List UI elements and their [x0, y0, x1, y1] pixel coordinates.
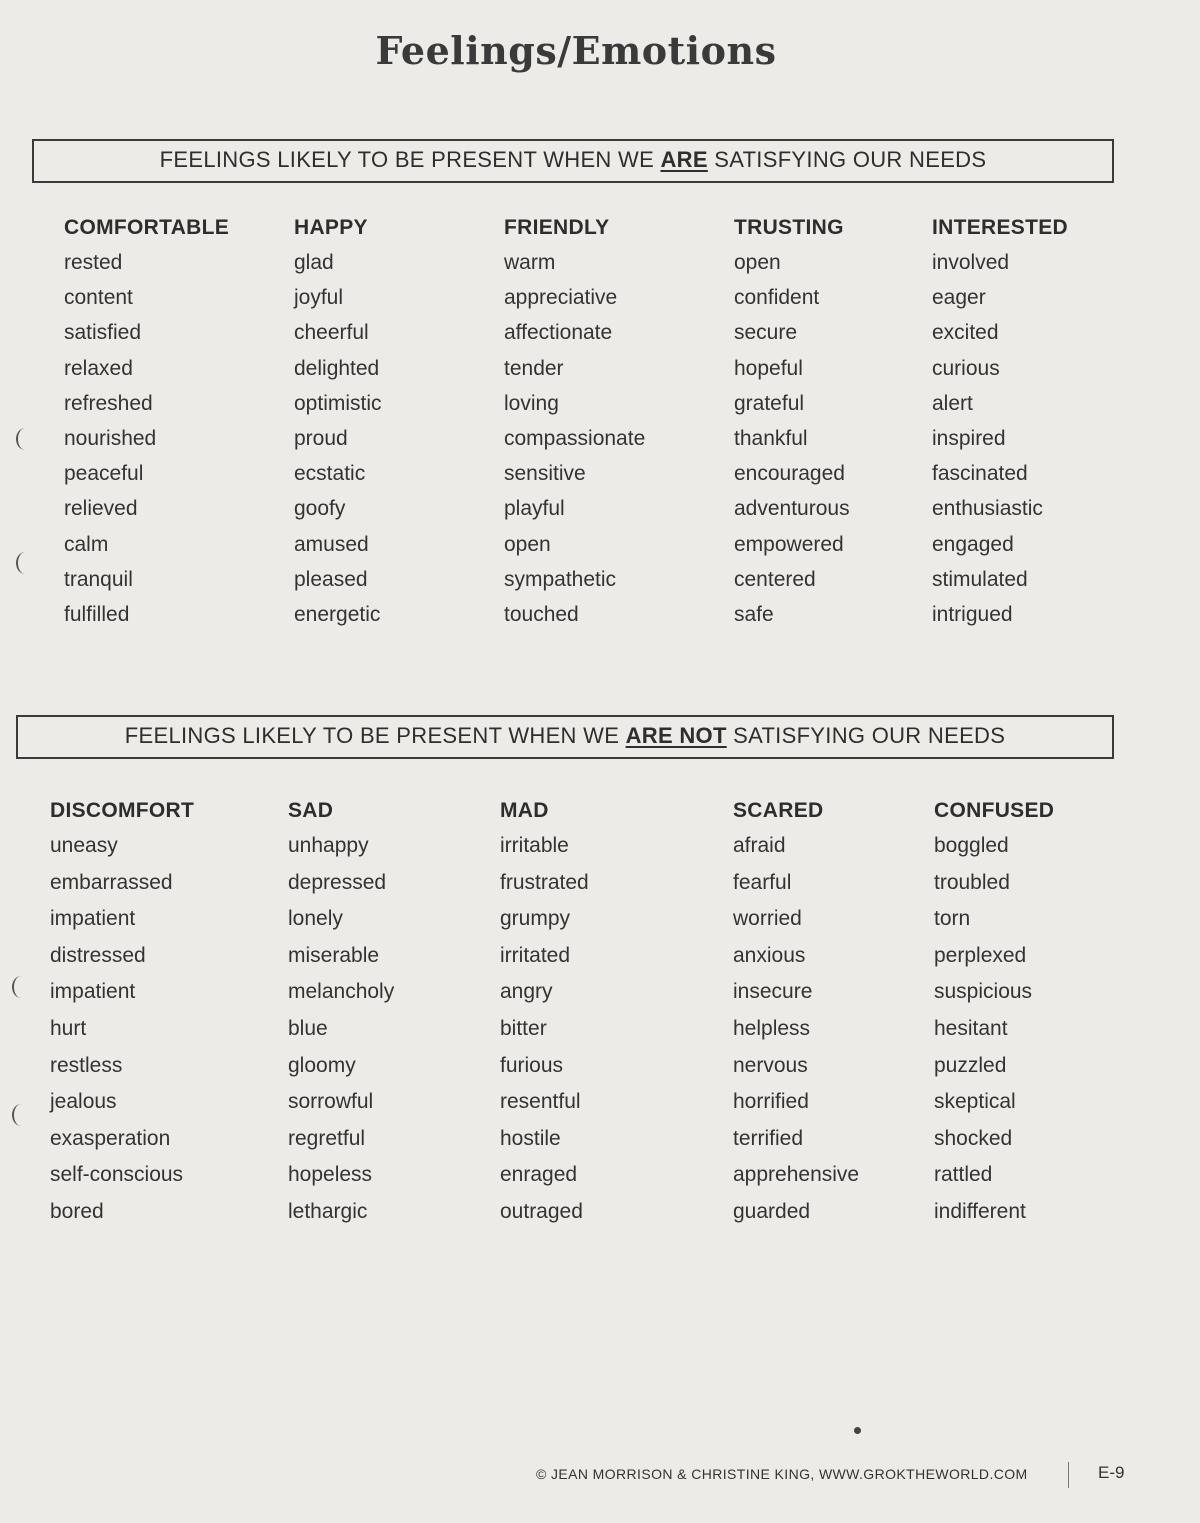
feeling-word: puzzled: [934, 1053, 1007, 1077]
feeling-word: loving: [504, 391, 559, 415]
feeling-word: lonely: [288, 907, 343, 931]
feeling-word: content: [64, 286, 133, 310]
feeling-word: irritated: [500, 943, 571, 967]
feeling-word: rested: [64, 251, 123, 274]
feeling-word: involved: [932, 251, 1010, 274]
pencil-mark: [12, 976, 30, 998]
column-heading: SCARED: [733, 799, 824, 822]
feeling-column: [500, 794, 720, 1231]
feeling-word: melancholy: [288, 980, 395, 1004]
feeling-word: delighted: [294, 356, 380, 380]
feeling-word: centered: [734, 567, 816, 591]
feeling-word: refreshed: [64, 391, 153, 415]
feeling-column: [504, 211, 724, 632]
pencil-mark: [16, 552, 34, 574]
feeling-word: perplexed: [934, 943, 1027, 967]
column-heading: HAPPY: [294, 216, 368, 239]
feeling-word: open: [734, 251, 781, 274]
feeling-word: glad: [294, 251, 334, 274]
feeling-word: playful: [504, 497, 565, 521]
feeling-word: hesitant: [934, 1016, 1008, 1040]
feeling-word: thankful: [734, 427, 808, 451]
footer-credit: © JEAN MORRISON & CHRISTINE KING, WWW.GROKTHEWORLD.COM: [536, 1466, 1028, 1482]
feeling-word: ecstatic: [294, 462, 366, 486]
feeling-word: lethargic: [288, 1199, 368, 1223]
footer-divider: [1068, 1462, 1069, 1488]
feeling-word: fulfilled: [64, 603, 130, 627]
feeling-word: warm: [504, 251, 556, 274]
banner-text-before: FEELINGS LIKELY TO BE PRESENT WHEN WE: [159, 147, 661, 172]
page-title: Feelings/Emotions: [375, 28, 777, 73]
feeling-word: irritable: [500, 834, 569, 857]
feeling-word: tranquil: [64, 567, 133, 591]
feeling-word: impatient: [50, 980, 136, 1004]
feeling-word: horrified: [733, 1090, 809, 1114]
feeling-word: guarded: [733, 1199, 811, 1223]
feeling-word: encouraged: [734, 462, 845, 486]
feeling-word: open: [504, 532, 551, 556]
feeling-word: depressed: [288, 870, 387, 894]
feeling-word: relieved: [64, 497, 138, 521]
feeling-word: calm: [64, 532, 109, 556]
feeling-word: indifferent: [934, 1199, 1026, 1223]
feeling-word: terrified: [733, 1126, 804, 1150]
feeling-word: afraid: [733, 834, 786, 857]
feeling-column: [733, 794, 953, 1231]
banner-text-after: SATISFYING OUR NEEDS: [726, 723, 1006, 748]
feeling-column: [932, 211, 1152, 632]
feeling-word: shocked: [934, 1126, 1013, 1150]
column-heading: TRUSTING: [734, 216, 844, 239]
feeling-word: tender: [504, 356, 564, 380]
feeling-word: insecure: [733, 980, 813, 1004]
feeling-word: furious: [500, 1053, 564, 1077]
feeling-word: secure: [734, 321, 798, 345]
feeling-word: torn: [934, 907, 971, 931]
feeling-word: troubled: [934, 870, 1010, 894]
feeling-word: fascinated: [932, 462, 1028, 486]
feeling-word: anxious: [733, 943, 806, 967]
column-heading: INTERESTED: [932, 216, 1069, 239]
feeling-word: curious: [932, 356, 1000, 380]
feeling-word: nervous: [733, 1053, 808, 1077]
page-number: E-9: [1098, 1463, 1125, 1482]
feeling-word: cheerful: [294, 321, 369, 345]
feeling-word: proud: [294, 427, 348, 451]
feeling-word: apprehensive: [733, 1163, 860, 1187]
feeling-word: joyful: [294, 286, 344, 310]
feeling-word: fearful: [733, 870, 792, 894]
feeling-word: affectionate: [504, 321, 613, 345]
column-heading: COMFORTABLE: [64, 216, 230, 239]
feeling-word: alert: [932, 391, 973, 415]
feeling-word: optimistic: [294, 391, 382, 415]
feeling-word: skeptical: [934, 1090, 1016, 1114]
feeling-word: sorrowful: [288, 1090, 374, 1114]
feeling-word: distressed: [50, 943, 146, 967]
feeling-word: nourished: [64, 427, 157, 451]
column-heading: MAD: [500, 799, 549, 822]
feeling-word: empowered: [734, 532, 844, 556]
column-heading: CONFUSED: [934, 799, 1055, 822]
feeling-word: peaceful: [64, 462, 144, 486]
feeling-word: relaxed: [64, 356, 133, 380]
feeling-word: blue: [288, 1016, 328, 1040]
banner-text-after: SATISFYING OUR NEEDS: [707, 147, 987, 172]
feeling-word: boggled: [934, 834, 1009, 857]
feeling-column: [934, 794, 1154, 1231]
feeling-word: exasperation: [50, 1126, 171, 1150]
satisfied-needs-banner: [32, 139, 1114, 183]
feeling-word: helpless: [733, 1016, 811, 1040]
pencil-mark: [12, 1104, 30, 1126]
feeling-word: sensitive: [504, 462, 586, 486]
feeling-word: inspired: [932, 427, 1006, 451]
feeling-word: amused: [294, 532, 369, 556]
feeling-column: [64, 211, 284, 632]
banner-text-before: FEELINGS LIKELY TO BE PRESENT WHEN WE: [124, 723, 626, 748]
feeling-word: angry: [500, 980, 553, 1004]
feeling-word: unhappy: [288, 834, 369, 857]
feeling-word: satisfied: [64, 321, 142, 345]
feeling-word: resentful: [500, 1090, 581, 1114]
feeling-word: frustrated: [500, 870, 589, 894]
feeling-column: [288, 794, 508, 1231]
feeling-word: goofy: [294, 497, 346, 521]
feeling-word: eager: [932, 286, 986, 310]
feeling-word: miserable: [288, 943, 380, 967]
feeling-word: bitter: [500, 1016, 547, 1040]
feeling-word: pleased: [294, 567, 368, 591]
feeling-word: worried: [733, 907, 802, 931]
feeling-word: rattled: [934, 1163, 993, 1187]
column-heading: FRIENDLY: [504, 216, 610, 239]
feeling-word: outraged: [500, 1199, 583, 1223]
feeling-word: safe: [734, 603, 774, 627]
feeling-word: appreciative: [504, 286, 618, 310]
feeling-word: grumpy: [500, 907, 571, 931]
feeling-word: intrigued: [932, 603, 1013, 627]
feeling-word: adventurous: [734, 497, 850, 521]
feeling-column: [734, 211, 954, 632]
unsatisfied-needs-banner: [16, 715, 1114, 759]
feeling-word: sympathetic: [504, 567, 617, 591]
banner-emphasis: ARE: [660, 147, 708, 172]
column-heading: SAD: [288, 799, 334, 822]
column-heading: DISCOMFORT: [50, 799, 195, 822]
feeling-column: [50, 794, 270, 1231]
feeling-word: regretful: [288, 1126, 366, 1150]
feeling-word: embarrassed: [50, 870, 173, 894]
pencil-mark: [16, 428, 34, 450]
feeling-word: hurt: [50, 1016, 87, 1040]
feeling-word: enthusiastic: [932, 497, 1043, 521]
feeling-column: [294, 211, 514, 632]
feeling-word: touched: [504, 603, 579, 627]
feeling-word: confident: [734, 286, 820, 310]
feeling-word: enraged: [500, 1163, 578, 1187]
feeling-word: uneasy: [50, 834, 118, 857]
feeling-word: jealous: [50, 1090, 117, 1114]
feeling-word: suspicious: [934, 980, 1033, 1004]
feeling-word: engaged: [932, 532, 1014, 556]
feeling-word: hostile: [500, 1126, 561, 1150]
feeling-word: excited: [932, 321, 999, 345]
feeling-word: energetic: [294, 603, 381, 627]
feeling-word: compassionate: [504, 427, 646, 451]
feeling-word: hopeless: [288, 1163, 373, 1187]
ink-dot: [854, 1427, 861, 1434]
feeling-word: gloomy: [288, 1053, 356, 1077]
feeling-word: impatient: [50, 907, 136, 931]
feeling-word: stimulated: [932, 567, 1028, 591]
banner-emphasis: ARE NOT: [625, 723, 727, 748]
feeling-word: grateful: [734, 391, 805, 415]
feeling-word: hopeful: [734, 356, 803, 380]
feeling-word: bored: [50, 1199, 104, 1223]
feeling-word: self-conscious: [50, 1163, 184, 1187]
feeling-word: restless: [50, 1053, 123, 1077]
